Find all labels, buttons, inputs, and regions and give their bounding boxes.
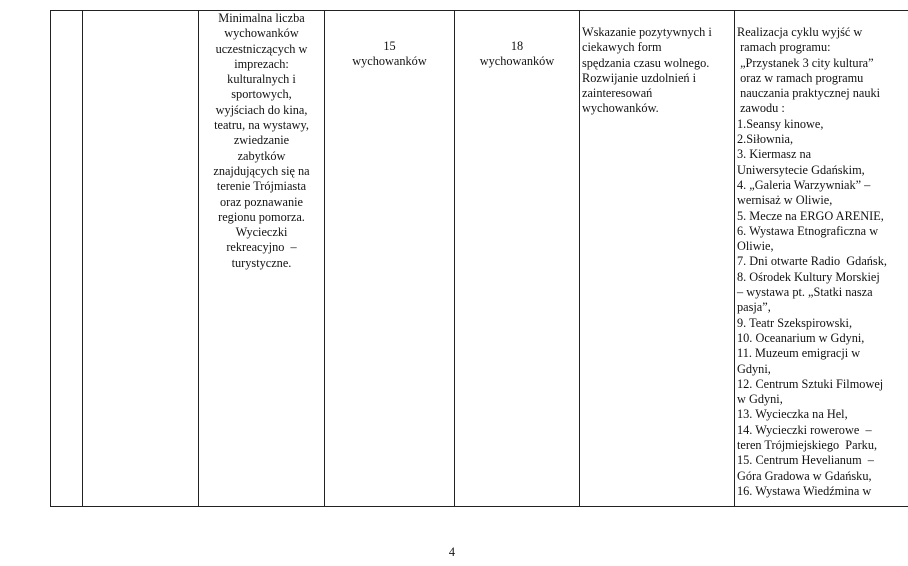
text-line: wyjściach do kina, [215, 102, 308, 117]
text-line: 4. „Galeria Warzywniak” – [737, 177, 871, 192]
text-line: oraz w ramach programu [737, 70, 864, 85]
text-line: sportowych, [231, 87, 292, 102]
page-number: 4 [448, 545, 456, 559]
text-line: 1.Seansy kinowe, [737, 116, 824, 131]
goal-text [582, 11, 732, 117]
text-line: wychowanków [224, 26, 299, 41]
text-line: 9. Teatr Szekspirowski, [737, 315, 853, 330]
text-line: wychowanków. [582, 101, 659, 116]
text-line: 14. Wycieczki rowerowe – [737, 422, 872, 437]
text-line: zawodu : [737, 101, 785, 116]
text-line: zabytków [237, 148, 286, 163]
text-line: wychowanków [479, 54, 555, 69]
document-table [50, 10, 908, 507]
text-line: – wystawa pt. „Statki nasza [737, 285, 873, 300]
table-row [51, 11, 908, 507]
text-line: wernisaż w Oliwie, [737, 193, 833, 208]
text-line: „Przystanek 3 city kultura” [737, 55, 874, 70]
text-line: imprezach: [234, 56, 289, 71]
baseline-cell [325, 11, 455, 507]
text-line: zainteresowań [582, 86, 653, 101]
text-line: 18 [510, 39, 524, 53]
target-text [457, 11, 577, 70]
text-line: teatru, na wystawy, [214, 118, 309, 133]
text-line: 10. Oceanarium w Gdyni, [737, 330, 865, 345]
target-cell [455, 11, 580, 507]
text-line: 13. Wycieczka na Hel, [737, 407, 848, 422]
text-line: kulturalnych i [227, 72, 296, 87]
activities-cell [735, 11, 908, 507]
text-line: Góra Gradowa w Gdańsku, [737, 468, 872, 483]
text-line: 12. Centrum Sztuki Filmowej [737, 376, 884, 391]
text-line: Gdyni, [737, 361, 771, 376]
activities-text [737, 11, 907, 499]
text-line: ciekawych form [582, 40, 662, 55]
goal-cell [580, 11, 735, 507]
text-line: Uniwersytecie Gdańskim, [737, 162, 865, 177]
text-line: 6. Wystawa Etnograficzna w [737, 223, 879, 238]
text-line: turystyczne. [231, 255, 292, 270]
text-line: terenie Trójmiasta [216, 179, 307, 194]
text-line: spędzania czasu wolnego. [582, 55, 710, 70]
text-line: teren Trójmiejskiego Parku, [737, 438, 878, 453]
text-line: oraz poznawanie [220, 194, 303, 209]
text-line: 15 [383, 39, 396, 53]
text-line: 15. Centrum Hevelianum – [737, 453, 874, 468]
text-line: 5. Mecze na ERGO ARENIE, [737, 208, 884, 223]
text-line: 3. Kiermasz na [737, 147, 812, 162]
text-line: pasja”, [737, 300, 771, 315]
text-line: 16. Wystawa Wiedźmina w [737, 483, 872, 498]
text-line: 7. Dni otwarte Radio Gdańsk, [737, 254, 887, 269]
text-line: 8. Ośrodek Kultury Morskiej [737, 269, 880, 284]
text-line: wychowanków [352, 54, 427, 69]
text-line: w Gdyni, [737, 392, 783, 407]
text-line: Wskazanie pozytywnych i [582, 25, 712, 39]
text-line: zwiedzanie [233, 133, 290, 148]
text-line: znajdujących się na [213, 163, 310, 178]
empty-cell-1 [51, 11, 83, 507]
text-line: Oliwie, [737, 239, 774, 254]
text-line: ramach programu: [737, 40, 831, 55]
text-line: Wycieczki [235, 225, 288, 240]
text-line: 2.Siłownia, [737, 132, 794, 147]
criteria-cell [199, 11, 325, 507]
text-line: Minimalna liczba [218, 11, 305, 25]
text-line: rekreacyjno – [226, 240, 297, 255]
empty-cell-2 [83, 11, 199, 507]
text-line: Realizacja cyklu wyjść w [737, 25, 863, 39]
baseline-text [327, 11, 452, 70]
text-line: uczestniczących w [215, 41, 308, 56]
text-line: regionu pomorza. [218, 209, 305, 224]
text-line: Rozwijanie uzdolnień i [582, 70, 697, 85]
text-line: 11. Muzeum emigracji w [737, 346, 861, 361]
criteria-text [201, 11, 322, 271]
text-line: nauczania praktycznej nauki [737, 86, 881, 101]
